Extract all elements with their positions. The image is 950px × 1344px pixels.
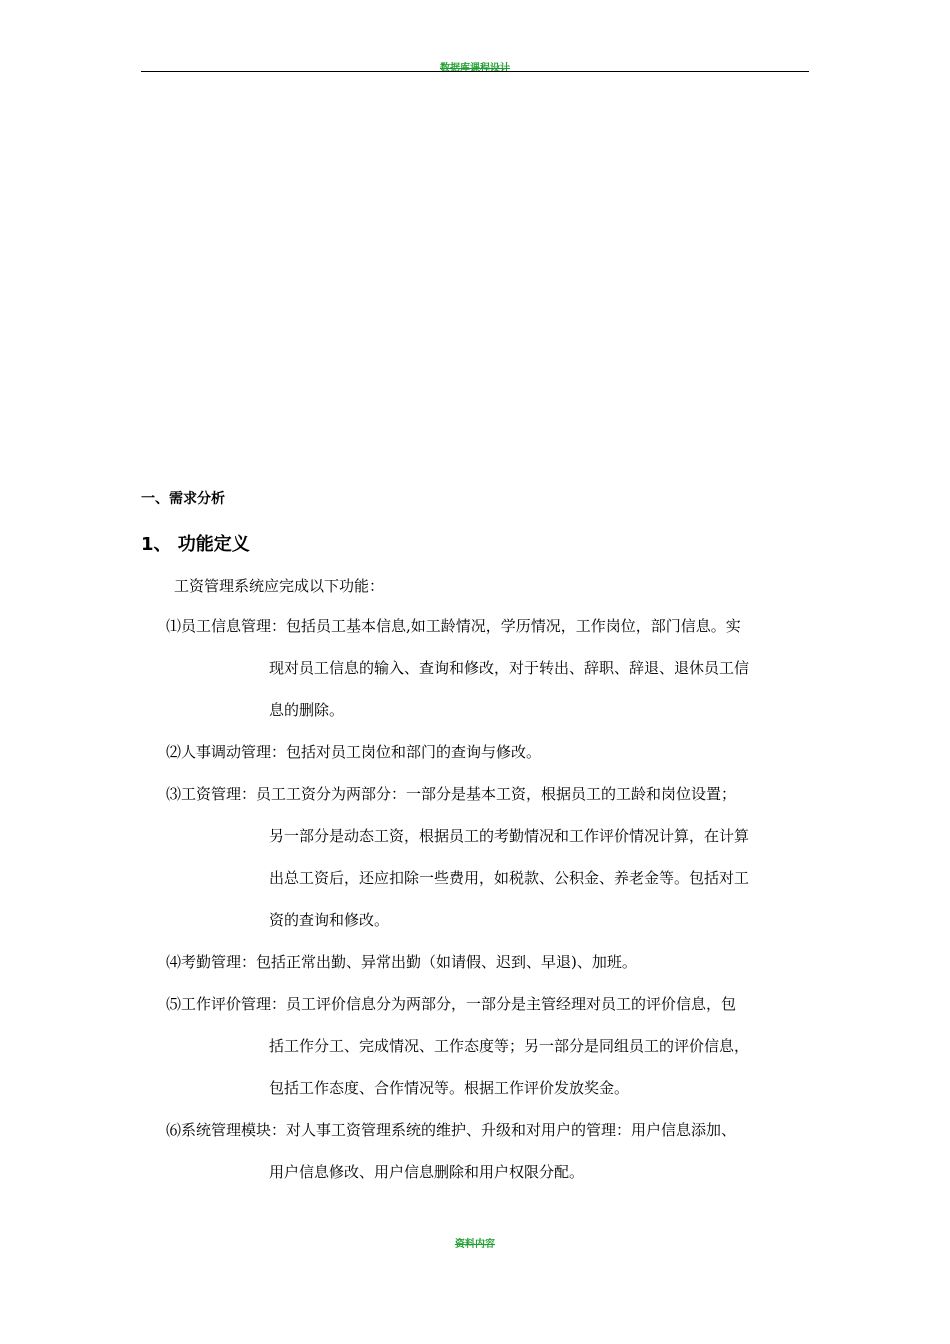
list-item-line: 息的删除。 bbox=[269, 701, 345, 719]
header-rule bbox=[141, 71, 809, 72]
list-item bbox=[166, 1109, 816, 1193]
list-item-line: ⑷考勤管理：包括正常出勤、异常出勤（如请假、迟到、早退)、加班。 bbox=[166, 953, 637, 971]
list-item bbox=[166, 605, 816, 731]
list-item-line: 另一部分是动态工资，根据员工的考勤情况和工作评价情况计算，在计算 bbox=[269, 827, 750, 845]
list-item-line: 包括工作态度、合作情况等。根据工作评价发放奖金。 bbox=[269, 1079, 630, 1097]
subsection-title: 1、 功能定义 bbox=[141, 534, 250, 555]
list-item bbox=[166, 941, 816, 983]
section-title: 一、需求分析 bbox=[141, 491, 225, 507]
list-item-line: ⑹系统管理模块：对人事工资管理系统的维护、升级和对用户的管理：用户信息添加、 bbox=[166, 1121, 737, 1139]
list-item bbox=[166, 731, 816, 773]
list-item-line: ⑴员工信息管理：包括员工基本信息,如工龄情况，学历情况，工作岗位，部门信息。实 bbox=[166, 617, 741, 635]
list-item-line: ⑶工资管理：员工工资分为两部分：一部分是基本工资，根据员工的工龄和岗位设置； bbox=[166, 785, 737, 803]
list-item-line: 用户信息修改、用户信息删除和用户权限分配。 bbox=[269, 1163, 585, 1181]
list-item-line: ⑵人事调动管理：包括对员工岗位和部门的查询与修改。 bbox=[166, 743, 542, 761]
list-item-line: 资的查询和修改。 bbox=[269, 911, 390, 929]
list-item bbox=[166, 773, 816, 941]
list-item-line: 括工作分工、完成情况、工作态度等；另一部分是同组员工的评价信息， bbox=[269, 1037, 750, 1055]
list-item bbox=[166, 983, 816, 1109]
list-item-line: ⑸工作评价管理：员工评价信息分为两部分，一部分是主管经理对员工的评价信息，包 bbox=[166, 995, 737, 1013]
page-footer: 资料内容 bbox=[455, 1239, 495, 1250]
page-header: 数据库课程设计 bbox=[440, 63, 510, 74]
intro-paragraph: 工资管理系统应完成以下功能： bbox=[174, 577, 385, 595]
list-item-line: 出总工资后，还应扣除一些费用，如税款、公积金、养老金等。包括对工 bbox=[269, 869, 750, 887]
list-item-line: 现对员工信息的输入、查询和修改，对于转出、辞职、辞退、退休员工信 bbox=[269, 659, 750, 677]
